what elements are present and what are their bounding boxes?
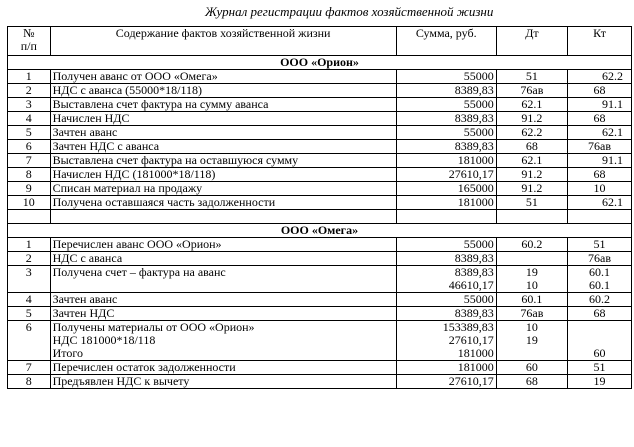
row-credit: 51 xyxy=(568,361,632,375)
row-number: 4 xyxy=(8,293,51,307)
row-amount: 8389,83 46610,17 xyxy=(396,266,496,293)
row-amount: 8389,83 xyxy=(396,112,496,126)
row-credit: 76ав xyxy=(568,252,632,266)
row-credit: 19 xyxy=(568,375,632,389)
row-credit: 10 xyxy=(568,182,632,196)
table-row xyxy=(8,70,632,84)
header-number: № п/п xyxy=(8,27,51,56)
row-credit: 62.1 xyxy=(568,126,632,140)
row-number: 7 xyxy=(8,154,51,168)
group-header-orion xyxy=(8,56,632,70)
table-row xyxy=(8,361,632,375)
row-number: 6 xyxy=(8,140,51,154)
table-row xyxy=(8,112,632,126)
row-number: 10 xyxy=(8,196,51,210)
row-credit: 60 xyxy=(568,321,632,361)
row-debit: 68 xyxy=(496,140,567,154)
row-amount: 8389,83 xyxy=(396,252,496,266)
row-debit: 51 xyxy=(496,70,567,84)
row-number: 3 xyxy=(8,266,51,293)
row-debit: 76ав xyxy=(496,84,567,98)
header-debit: Дт xyxy=(496,27,567,56)
table-row xyxy=(8,154,632,168)
row-debit: 60.1 xyxy=(496,293,567,307)
row-amount: 55000 xyxy=(396,238,496,252)
row-credit: 68 xyxy=(568,84,632,98)
row-amount: 181000 xyxy=(396,196,496,210)
row-number: 8 xyxy=(8,375,51,389)
journal-table xyxy=(7,26,632,389)
row-amount: 55000 xyxy=(396,70,496,84)
row-debit: 51 xyxy=(496,196,567,210)
row-credit: 62.2 xyxy=(568,70,632,84)
row-content: Начислен НДС (181000*18/118) xyxy=(50,168,396,182)
row-content: Зачтен аванс xyxy=(50,293,396,307)
table-row xyxy=(8,321,632,361)
row-content: НДС с аванса (55000*18/118) xyxy=(50,84,396,98)
row-amount: 8389,83 xyxy=(396,307,496,321)
table-row xyxy=(8,182,632,196)
row-number: 1 xyxy=(8,238,51,252)
table-row xyxy=(8,98,632,112)
row-debit: 62.1 xyxy=(496,154,567,168)
row-amount: 8389,83 xyxy=(396,140,496,154)
row-content: Выставлена счет фактура на оставшуюся сумму xyxy=(50,154,396,168)
row-amount: 8389,83 xyxy=(396,84,496,98)
row-content: Получены материалы от ООО «Орион» НДС 181000*18/118 Итого xyxy=(50,321,396,361)
row-number: 5 xyxy=(8,126,51,140)
row-content: Получен аванс от ООО «Омега» xyxy=(50,70,396,84)
row-content: НДС с аванса xyxy=(50,252,396,266)
row-content: Получена счет – фактура на аванс xyxy=(50,266,396,293)
row-credit: 51 xyxy=(568,238,632,252)
row-credit: 60.2 xyxy=(568,293,632,307)
row-debit: 19 10 xyxy=(496,266,567,293)
row-amount: 153389,83 27610,17 181000 xyxy=(396,321,496,361)
table-row xyxy=(8,293,632,307)
row-credit: 68 xyxy=(568,112,632,126)
header-amount: Сумма, руб. xyxy=(396,27,496,56)
row-number: 4 xyxy=(8,112,51,126)
row-debit: 10 19 xyxy=(496,321,567,361)
row-amount: 27610,17 xyxy=(396,375,496,389)
row-debit: 91.2 xyxy=(496,168,567,182)
row-amount: 55000 xyxy=(396,293,496,307)
journal-title xyxy=(0,4,634,20)
table-row xyxy=(8,84,632,98)
row-content: Получена оставшаяся часть задолженности xyxy=(50,196,396,210)
header-credit: Кт xyxy=(568,27,632,56)
row-number: 7 xyxy=(8,361,51,375)
header-content: Содержание фактов хозяйственной жизни xyxy=(50,27,396,56)
row-debit: 60.2 xyxy=(496,238,567,252)
row-credit: 76ав xyxy=(568,140,632,154)
row-credit: 62.1 xyxy=(568,196,632,210)
row-content: Предъявлен НДС к вычету xyxy=(50,375,396,389)
row-number: 2 xyxy=(8,252,51,266)
row-content: Зачтен НДС xyxy=(50,307,396,321)
table-row xyxy=(8,375,632,389)
table-row xyxy=(8,196,632,210)
row-number: 1 xyxy=(8,70,51,84)
row-content: Выставлена счет фактура на сумму аванса xyxy=(50,98,396,112)
row-number: 6 xyxy=(8,321,51,361)
row-credit: 68 xyxy=(568,307,632,321)
row-credit: 60.1 60.1 xyxy=(568,266,632,293)
row-content: Начислен НДС xyxy=(50,112,396,126)
table-row xyxy=(8,140,632,154)
table-row xyxy=(8,307,632,321)
row-debit: 62.2 xyxy=(496,126,567,140)
row-content: Списан материал на продажу xyxy=(50,182,396,196)
group-header-omega xyxy=(8,224,632,238)
row-content: Перечислен аванс ООО «Орион» xyxy=(50,238,396,252)
row-credit: 91.1 xyxy=(568,98,632,112)
table-row xyxy=(8,168,632,182)
row-amount: 55000 xyxy=(396,98,496,112)
row-number: 2 xyxy=(8,84,51,98)
table-row xyxy=(8,126,632,140)
row-debit: 91.2 xyxy=(496,112,567,126)
header-row xyxy=(8,27,632,56)
row-number: 9 xyxy=(8,182,51,196)
row-amount: 27610,17 xyxy=(396,168,496,182)
row-content: Зачтен аванс xyxy=(50,126,396,140)
table-row xyxy=(8,252,632,266)
row-debit: 62.1 xyxy=(496,98,567,112)
row-amount: 181000 xyxy=(396,361,496,375)
row-amount: 55000 xyxy=(396,126,496,140)
row-credit: 91.1 xyxy=(568,154,632,168)
blank-row xyxy=(8,210,632,224)
row-debit xyxy=(496,252,567,266)
row-credit: 68 xyxy=(568,168,632,182)
journal-title-text: Журнал регистрации фактов хозяйственной жизни xyxy=(205,4,494,19)
row-debit: 60 xyxy=(496,361,567,375)
row-amount: 181000 xyxy=(396,154,496,168)
row-debit: 91.2 xyxy=(496,182,567,196)
row-content: Зачтен НДС с аванса xyxy=(50,140,396,154)
table-row xyxy=(8,238,632,252)
row-number: 8 xyxy=(8,168,51,182)
table-row xyxy=(8,266,632,293)
row-number: 5 xyxy=(8,307,51,321)
group-name: ООО «Омега» xyxy=(8,224,632,238)
row-number: 3 xyxy=(8,98,51,112)
row-debit: 68 xyxy=(496,375,567,389)
row-debit: 76ав xyxy=(496,307,567,321)
row-content: Перечислен остаток задолженности xyxy=(50,361,396,375)
row-amount: 165000 xyxy=(396,182,496,196)
group-name: ООО «Орион» xyxy=(8,56,632,70)
